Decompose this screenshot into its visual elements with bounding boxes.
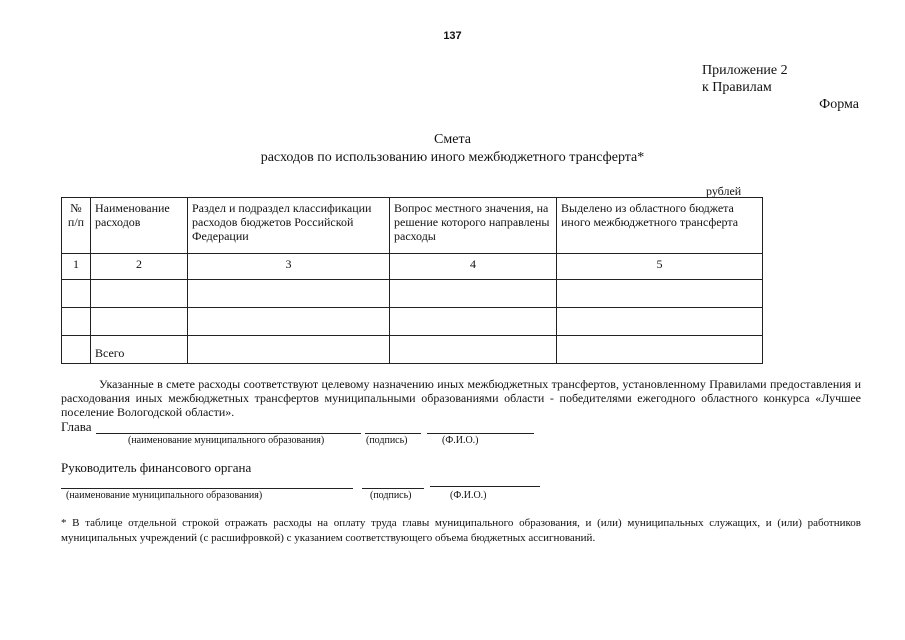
table-cell [390,336,557,364]
header-expense-name: Наименование расходов [91,198,188,254]
page-number: 137 [443,30,462,42]
table-cell [62,308,91,336]
table-row [62,308,763,336]
table-total-row [62,336,763,364]
signature-line [365,433,421,434]
column-number: 3 [188,254,390,280]
units-label: рублей [706,184,742,198]
form-label: Форма [819,97,859,112]
column-number: 5 [557,254,763,280]
table-header-row [62,198,763,254]
municipality-line [96,433,361,434]
compliance-paragraph: Указанные в смете расходы соответствуют целевому назначению иных межбюджетных трансфертов, установленному Правилами предоставления и расходования иных межбюджетных трансфертов муниципальными образованиями области - победителями ежегодного областного конкурса «Лучшее поселение Вологодской области». [61,377,861,419]
header-local-issue: Вопрос местного значения, на решение которого направлены расходы [390,198,557,254]
table-cell [390,280,557,308]
table-cell [62,336,91,364]
table-row [62,280,763,308]
appendix-line-1: Приложение 2 [702,63,788,78]
table-cell [188,308,390,336]
table-cell [91,280,188,308]
signature-line [362,488,424,489]
column-number: 2 [91,254,188,280]
document-title [0,131,905,167]
estimate-table [61,197,763,364]
finance-name-caption: (Ф.И.О.) [450,490,487,501]
footnote: * В таблице отдельной строкой отражать расходы на оплату труда главы муниципального образования, и (или) муниципальных служащих, и (или) работников муниципальных учреждений (с расшифровкой) с указанием соответствующего объема бюджетных ассигнований. [61,517,861,544]
head-signature-caption: (подпись) [366,435,408,446]
appendix-line-2: к Правилам [702,80,772,95]
total-label: Всего [91,336,188,364]
municipality-line [61,488,353,489]
table-cell [91,308,188,336]
title-line-2: расходов по использованию иного межбюджетного трансферта* [260,150,645,165]
header-classification: Раздел и подраздел классификации расходов бюджетов Российской Федерации [188,198,390,254]
table-cell [188,336,390,364]
name-line [430,486,540,487]
table-column-numbers-row [62,254,763,280]
column-number: 4 [390,254,557,280]
appendix-reference [702,62,788,96]
head-signature-label: Глава [61,419,92,434]
table-cell [557,308,763,336]
name-line [427,433,534,434]
finance-head-label: Руководитель финансового органа [61,460,252,475]
table-cell [557,280,763,308]
head-municipality-caption: (наименование муниципального образования) [128,435,325,446]
finance-signature-caption: (подпись) [370,490,412,501]
finance-municipality-caption: (наименование муниципального образования) [66,490,263,501]
table-cell [188,280,390,308]
table-cell [390,308,557,336]
header-allocated: Выделено из областного бюджета иного межбюджетного трансферта [557,198,763,254]
header-number: № п/п [62,198,91,254]
title-line-1: Смета [434,132,471,147]
head-name-caption: (Ф.И.О.) [442,435,479,446]
table-cell [557,336,763,364]
table-cell [62,280,91,308]
column-number: 1 [62,254,91,280]
